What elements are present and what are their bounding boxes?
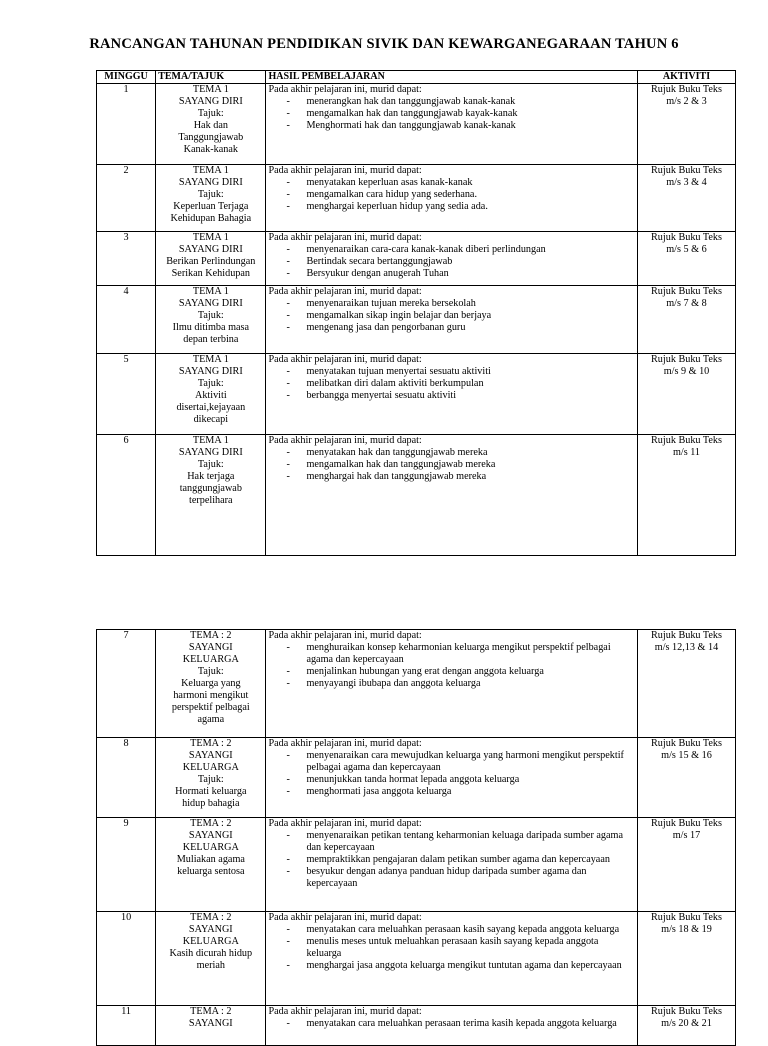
outcome-item: - mengamalkan hak dan tanggungjawab kayak-kanak: [268, 108, 635, 120]
theme-line: Kehidupan Bahagia: [170, 213, 252, 224]
outcome-item: - menyenaraikan tujuan mereka bersekolah: [268, 298, 635, 310]
outcome-item: - menghuraikan konsep keharmonian keluarga mengikut perspektif pelbagai agama dan kepercayaan: [268, 642, 635, 666]
outcome-item: - menyatakan cara meluahkan perasaan kasih sayang kepada anggota keluarga: [268, 924, 635, 936]
week-number: 3: [97, 232, 156, 286]
outcome-item: - menyatakan hak dan tanggungjawab mereka: [268, 447, 635, 459]
activity-line: m/s 9 & 10: [663, 366, 710, 377]
header-row: [97, 71, 736, 84]
learning-outcomes-cell: [266, 286, 638, 354]
theme-line: TEMA 1: [192, 232, 229, 243]
theme-line: Tajuk:: [197, 774, 224, 785]
theme-line: TEMA 1: [192, 165, 229, 176]
outcome-item: - menyenaraikan petikan tentang keharmonian keluaga daripada sumber agama dan kepercayaan: [268, 830, 635, 854]
theme-line: KELUARGA: [182, 654, 239, 665]
table-row: [97, 354, 736, 435]
outcomes-list: [268, 1018, 635, 1030]
outcomes-list: [268, 244, 635, 280]
theme-line: SAYANGI: [188, 1018, 233, 1029]
learning-outcomes-cell: [266, 1006, 638, 1046]
theme-line: tanggungjawab: [179, 483, 242, 494]
activity-line: Rujuk Buku Teks: [651, 286, 722, 297]
activity-cell: [637, 435, 735, 556]
outcome-item: - menjalinkan hubungan yang erat dengan anggota keluarga: [268, 666, 635, 678]
activity-cell: [637, 738, 735, 818]
activity-line: Rujuk Buku Teks: [651, 435, 722, 446]
activity-line: m/s 17: [672, 830, 701, 841]
theme-line: TEMA 1: [192, 435, 229, 446]
activity-line: m/s 15 & 16: [661, 750, 712, 761]
theme-line: hidup bahagia: [182, 798, 240, 809]
theme-line: TEMA 1: [192, 354, 229, 365]
learning-outcomes-cell: [266, 435, 638, 556]
activity-line: m/s 5 & 6: [666, 244, 707, 255]
theme-line: Tajuk:: [197, 459, 224, 470]
header-tema-tajuk: TEMA/TAJUK: [156, 71, 266, 84]
outcome-item: - Menghormati hak dan tanggungjawab kanak-kanak: [268, 120, 635, 132]
outcome-item: - menghargai keperluan hidup yang sedia ada.: [268, 201, 635, 213]
outcome-item: - berbangga menyertai sesuatu aktiviti: [268, 390, 635, 402]
week-number: 8: [97, 738, 156, 818]
theme-line: Tajuk:: [197, 189, 224, 200]
outcomes-intro: Pada akhir pelajaran ini, murid dapat:: [268, 286, 422, 297]
activity-cell: [637, 1006, 735, 1046]
theme-line: TEMA : 2: [190, 818, 232, 829]
theme-line: TEMA : 2: [190, 1006, 232, 1017]
week-number: 10: [97, 912, 156, 1006]
outcomes-intro: Pada akhir pelajaran ini, murid dapat:: [268, 354, 422, 365]
activity-line: Rujuk Buku Teks: [651, 354, 722, 365]
plan-table-part-1: [96, 70, 736, 556]
outcomes-list: [268, 177, 635, 213]
theme-line: SAYANG DIRI: [178, 244, 243, 255]
theme-cell: [156, 354, 266, 435]
activity-line: m/s 3 & 4: [666, 177, 707, 188]
activity-cell: [637, 354, 735, 435]
outcome-item: - mengamalkan hak dan tanggungjawab mereka: [268, 459, 635, 471]
theme-line: Tajuk:: [197, 310, 224, 321]
theme-line: SAYANG DIRI: [178, 177, 243, 188]
activity-line: m/s 12,13 & 14: [654, 642, 719, 653]
theme-cell: [156, 818, 266, 912]
week-number: 7: [97, 630, 156, 738]
activity-line: Rujuk Buku Teks: [651, 232, 722, 243]
plan-table-part-2: [96, 629, 736, 1046]
activity-line: m/s 20 & 21: [661, 1018, 712, 1029]
activity-line: Rujuk Buku Teks: [651, 630, 722, 641]
theme-line: KELUARGA: [182, 762, 239, 773]
learning-outcomes-cell: [266, 165, 638, 232]
theme-line: Kasih dicurah hidup: [169, 948, 253, 959]
theme-line: Muliakan agama: [176, 854, 245, 865]
table-row: [97, 630, 736, 738]
outcomes-intro: Pada akhir pelajaran ini, murid dapat:: [268, 165, 422, 176]
theme-line: agama: [197, 714, 225, 725]
outcome-item: - menyenaraikan cara mewujudkan keluarga yang harmoni mengikut perspektif pelbagai agama dan kepercayaan: [268, 750, 635, 774]
outcomes-intro: Pada akhir pelajaran ini, murid dapat:: [268, 818, 422, 829]
theme-line: TEMA : 2: [190, 912, 232, 923]
theme-line: depan terbina: [183, 334, 239, 345]
theme-cell: [156, 1006, 266, 1046]
outcome-item: - mengamalkan sikap ingin belajar dan berjaya: [268, 310, 635, 322]
week-number: 6: [97, 435, 156, 556]
table-row: [97, 435, 736, 556]
learning-outcomes-cell: [266, 738, 638, 818]
activity-line: Rujuk Buku Teks: [651, 84, 722, 95]
table-row: [97, 912, 736, 1006]
theme-line: Kanak-kanak: [183, 144, 238, 155]
theme-line: SAYANGI: [188, 750, 233, 761]
theme-line: Tajuk:: [197, 108, 224, 119]
theme-line: TEMA 1: [192, 84, 229, 95]
activity-line: m/s 18 & 19: [661, 924, 712, 935]
learning-outcomes-cell: [266, 912, 638, 1006]
theme-cell: [156, 84, 266, 165]
outcomes-list: [268, 924, 635, 972]
outcomes-list: [268, 830, 635, 890]
outcome-item: - menghormati jasa anggota keluarga: [268, 786, 635, 798]
week-number: 11: [97, 1006, 156, 1046]
theme-line: TEMA : 2: [190, 630, 232, 641]
week-number: 5: [97, 354, 156, 435]
outcomes-intro: Pada akhir pelajaran ini, murid dapat:: [268, 1006, 422, 1017]
theme-line: Ilmu ditimba masa: [172, 322, 250, 333]
outcome-item: - menghargai hak dan tanggungjawab mereka: [268, 471, 635, 483]
theme-line: TEMA : 2: [190, 738, 232, 749]
header-hasil-pembelajaran: HASIL PEMBELAJARAN: [266, 71, 638, 84]
activity-line: Rujuk Buku Teks: [651, 818, 722, 829]
theme-line: Hormati keluarga: [175, 786, 247, 797]
outcome-item: - menyayangi ibubapa dan anggota keluarga: [268, 678, 635, 690]
theme-line: Hak terjaga: [187, 471, 235, 482]
outcomes-list: [268, 96, 635, 132]
theme-cell: [156, 738, 266, 818]
theme-line: disertai,kejayaan: [176, 402, 246, 413]
activity-cell: [637, 286, 735, 354]
theme-cell: [156, 232, 266, 286]
activity-line: Rujuk Buku Teks: [651, 1006, 722, 1017]
learning-outcomes-cell: [266, 232, 638, 286]
theme-line: Serikan Kehidupan: [171, 268, 250, 279]
outcomes-intro: Pada akhir pelajaran ini, murid dapat:: [268, 630, 422, 641]
outcome-item: - menyenaraikan cara-cara kanak-kanak diberi perlindungan: [268, 244, 635, 256]
theme-cell: [156, 630, 266, 738]
learning-outcomes-cell: [266, 630, 638, 738]
outcome-item: - mengenang jasa dan pengorbanan guru: [268, 322, 635, 334]
outcome-item: - menghargai jasa anggota keluarga mengikut tuntutan agama dan kepercayaan: [268, 960, 635, 972]
header-aktiviti: AKTIVITI: [637, 71, 735, 84]
learning-outcomes-cell: [266, 354, 638, 435]
week-number: 1: [97, 84, 156, 165]
outcome-item: - menyatakan tujuan menyertai sesuatu aktiviti: [268, 366, 635, 378]
theme-line: SAYANG DIRI: [178, 447, 243, 458]
outcomes-list: [268, 750, 635, 798]
activity-line: Rujuk Buku Teks: [651, 165, 722, 176]
theme-line: keluarga sentosa: [177, 866, 245, 877]
theme-line: SAYANGI: [188, 924, 233, 935]
activity-line: m/s 2 & 3: [666, 96, 707, 107]
theme-cell: [156, 165, 266, 232]
header-minggu: MINGGU: [97, 71, 156, 84]
theme-line: Keluarga yang: [181, 678, 241, 689]
theme-line: Hak dan: [193, 120, 228, 131]
theme-line: Aktiviti: [194, 390, 227, 401]
theme-cell: [156, 912, 266, 1006]
activity-cell: [637, 630, 735, 738]
activity-cell: [637, 84, 735, 165]
table-row: [97, 1006, 736, 1046]
activity-cell: [637, 818, 735, 912]
theme-line: dikecapi: [193, 414, 229, 425]
theme-cell: [156, 435, 266, 556]
learning-outcomes-cell: [266, 818, 638, 912]
week-number: 2: [97, 165, 156, 232]
outcomes-list: [268, 447, 635, 483]
outcome-item: - mempraktikkan pengajaran dalam petikan sumber agama dan kepercayaan: [268, 854, 635, 866]
theme-line: SAYANG DIRI: [178, 96, 243, 107]
activity-line: m/s 11: [672, 447, 701, 458]
theme-line: Keperluan Terjaga: [173, 201, 249, 212]
theme-line: TEMA 1: [192, 286, 229, 297]
theme-line: harmoni mengikut: [173, 690, 249, 701]
outcomes-list: [268, 642, 635, 690]
theme-line: KELUARGA: [182, 936, 239, 947]
outcomes-intro: Pada akhir pelajaran ini, murid dapat:: [268, 435, 422, 446]
outcome-item: - menyatakan cara meluahkan perasaan terima kasih kepada anggota keluarga: [268, 1018, 635, 1030]
theme-line: SAYANG DIRI: [178, 366, 243, 377]
week-number: 4: [97, 286, 156, 354]
outcome-item: - Bertindak secara bertanggungjawab: [268, 256, 635, 268]
activity-line: Rujuk Buku Teks: [651, 738, 722, 749]
theme-line: SAYANGI: [188, 830, 233, 841]
outcome-item: - menerangkan hak dan tanggungjawab kanak-kanak: [268, 96, 635, 108]
outcome-item: - mengamalkan cara hidup yang sederhana.: [268, 189, 635, 201]
theme-line: KELUARGA: [182, 842, 239, 853]
activity-cell: [637, 232, 735, 286]
theme-line: Berikan Perlindungan: [166, 256, 256, 267]
outcomes-intro: Pada akhir pelajaran ini, murid dapat:: [268, 912, 422, 923]
activity-line: m/s 7 & 8: [666, 298, 707, 309]
theme-line: meriah: [196, 960, 225, 971]
theme-line: SAYANG DIRI: [178, 298, 243, 309]
outcomes-list: [268, 366, 635, 402]
outcomes-intro: Pada akhir pelajaran ini, murid dapat:: [268, 738, 422, 749]
theme-line: perspektif pelbagai: [171, 702, 250, 713]
table-row: [97, 738, 736, 818]
theme-line: SAYANGI: [188, 642, 233, 653]
table-row: [97, 286, 736, 354]
table-row: [97, 84, 736, 165]
outcome-item: - Bersyukur dengan anugerah Tuhan: [268, 268, 635, 280]
theme-line: Tajuk:: [197, 666, 224, 677]
activity-line: Rujuk Buku Teks: [651, 912, 722, 923]
activity-cell: [637, 912, 735, 1006]
outcomes-intro: Pada akhir pelajaran ini, murid dapat:: [268, 232, 422, 243]
outcome-item: - menyatakan keperluan asas kanak-kanak: [268, 177, 635, 189]
activity-cell: [637, 165, 735, 232]
outcomes-list: [268, 298, 635, 334]
outcome-item: - menulis meses untuk meluahkan perasaan kasih sayang kepada anggota keluarga: [268, 936, 635, 960]
theme-cell: [156, 286, 266, 354]
outcome-item: - menunjukkan tanda hormat lepada anggota keluarga: [268, 774, 635, 786]
table-row: [97, 165, 736, 232]
theme-line: Tanggungjawab: [178, 132, 244, 143]
outcome-item: - melibatkan diri dalam aktiviti berkumpulan: [268, 378, 635, 390]
week-number: 9: [97, 818, 156, 912]
theme-line: Tajuk:: [197, 378, 224, 389]
theme-line: terpelihara: [189, 495, 233, 506]
learning-outcomes-cell: [266, 84, 638, 165]
outcome-item: - besyukur dengan adanya panduan hidup daripada sumber agama dan kepercayaan: [268, 866, 635, 890]
outcomes-intro: Pada akhir pelajaran ini, murid dapat:: [268, 84, 422, 95]
document-title: RANCANGAN TAHUNAN PENDIDIKAN SIVIK DAN KEWARGANEGARAAN TAHUN 6: [89, 36, 679, 52]
table-row: [97, 232, 736, 286]
table-row: [97, 818, 736, 912]
